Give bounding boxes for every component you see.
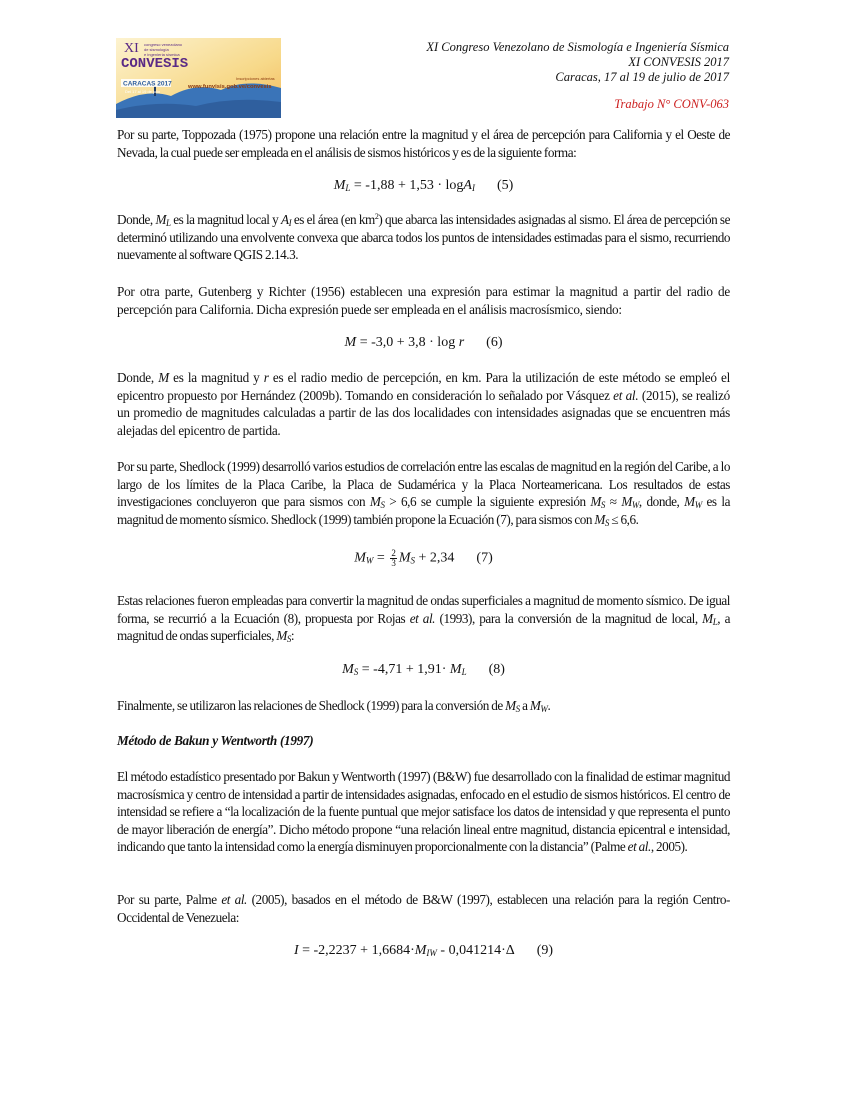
paragraph-bakun-wentworth: El método estadístico presentado por Bakun y Wentworth (1997) (B&W) fue desarrollado con la finalidad de estimar magnitud macrosísmica y centro de intensidad a partir de intensidades asignadas, enfocado en el estudio de sismos históricos. El centro de intensidad se refiere a “la localización de la fuente puntual que mejor satisface los datos de intensidad y que representa el punto de mayor liberación de energía”. Dicho método propone “una relación lineal entre magnitud, distancia epicentral e intensidad, indicando que tanto la intensidad como la energía disminuyen proporcionalmente con la distancia” (Palme et al., 2005).: [117, 769, 730, 855]
eq8-ms-sub: S: [353, 667, 359, 677]
logo-tagline-3: e ingeniería sísmica: [144, 52, 180, 57]
logo-name: CONVESIS: [121, 56, 189, 72]
paragraph-area-percepcion: Donde, $M_L$ es la magnitud local y $A_I$ es el área (en $km^2$) que abarca las intensidades asignadas al sismo. El área de percepción se determinó utilizando una envolvente convexa que abarca todos los puntos de intensidades estimadas para el sismo, recurriendo nuevamente al software QGIS 2.14.3.: [117, 212, 730, 263]
eq9-number: (9): [536, 943, 554, 958]
equation-8: [117, 661, 730, 679]
header-congress: XI Congreso Venezolano de Sismología e Ingeniería Sísmica: [426, 40, 729, 54]
eq9-rhs: = -2,2237 + 1,6684·: [298, 943, 415, 958]
eq5-a-sub: I: [471, 183, 475, 193]
equation-7: [117, 549, 730, 568]
eq7-number: (7): [476, 550, 493, 566]
eq6-rhs: = -3,0 + 3,8 · log: [356, 335, 459, 350]
eq7-fraction: [390, 549, 397, 568]
eq8-ms: M: [342, 662, 354, 677]
logo-tagline-1: congreso venezolano: [144, 42, 183, 47]
logo-badge: CARACAS 2017: [123, 80, 172, 88]
eq7-fraction-denominator: 3: [391, 558, 396, 568]
equation-5: [117, 177, 730, 195]
eq8-rhs: = -4,71 + 1,91·: [358, 662, 450, 677]
eq7-fraction-numerator: 2: [391, 548, 396, 558]
eq5-a: A: [463, 178, 472, 193]
paragraph-finalmente: Finalmente, se utilizaron las relaciones de Shedlock (1999) para la conversión de $M_S$ a $M_W$.: [117, 698, 551, 714]
eq5-rhs: = -1,88 + 1,53 · log: [350, 178, 464, 193]
congress-logo-graphic: [116, 38, 281, 118]
paragraph-rojas: Estas relaciones fueron empleadas para convertir la magnitud de ondas superficiales a magnitud de momento sísmico. De igual forma, se recurrió a la Ecuación (8), propuesta por Rojas et al. (1993), para la conversión de la magnitud de local, $M_L$, a magnitud de ondas superficiales, $M_S$:: [117, 593, 730, 645]
running-header: [426, 40, 729, 85]
equation-6: [117, 334, 730, 352]
logo-title: XI: [124, 41, 139, 56]
eq9-rhs2: - 0,041214·Δ: [436, 943, 515, 958]
logo-dates: Del 17 al 19 de julio: [125, 89, 161, 94]
eq9-m-sub: IW: [426, 948, 437, 958]
header-place-date: Caracas, 17 al 19 de julio de 2017: [555, 70, 729, 84]
eq6-number: (6): [486, 335, 503, 350]
paper-code: Trabajo N° CONV-063: [614, 97, 729, 111]
logo-inscripciones: Inscripciones abiertas: [236, 76, 275, 81]
eq7-mw-sub: W: [365, 555, 374, 566]
paragraph-radio-percepcion: Donde, M es la magnitud y r es el radio medio de percepción, en km. Para la utilización de este método se empleó el epicentro propuesto por Hernández (2009b). Tomando en consideración lo señalado por Vásquez et al. (2015), se realizó un promedio de magnitudes calculadas a partir de las dos localidades con intensidades asignadas que se encuentren más alejadas del epicentro de partida.: [117, 370, 731, 438]
eq8-ml-sub: L: [461, 667, 467, 677]
eq6-m: M: [344, 335, 357, 350]
eq7-ms: M: [398, 550, 411, 566]
paragraph-toppozada: Por su parte, Toppozada (1975) propone una relación entre la magnitud y el área de percepción para California y el Oeste de Nevada, la cual puede ser empleada en el análisis de sismos históricos y es de la siguiente forma:: [117, 127, 730, 160]
section-heading-bakun-wentworth: Método de Bakun y Wentworth (1997): [117, 733, 314, 748]
eq8-ml: M: [449, 662, 462, 677]
eq7-rhs: + 2,34: [415, 550, 455, 566]
paragraph-gutenberg-richter: Por otra parte, Gutenberg y Richter (1956) establecen una expresión para estimar la magnitud a partir del radio de percepción para California. Dicha expresión puede ser empleada en el análisis macrosísmico, siendo:: [117, 284, 730, 317]
eq5-ml: M: [333, 178, 346, 193]
eq9-m: M: [414, 943, 427, 958]
equation-9: [117, 942, 730, 960]
eq7-equals: =: [373, 550, 389, 566]
eq7-ms-sub: S: [410, 555, 415, 566]
paragraph-shedlock: Por su parte, Shedlock (1999) desarrolló varios estudios de correlación entre las escalas de magnitud en la región del Caribe, a lo largo de los límites de la Placa Caribe, la Placa de Sudamérica y la Placa Norteamericana. Los resultados de estas investigaciones concluyeron que para sismos con $M_S > 6,6$ se cumple la siguiente expresión $M_S \approx M_W$, donde, $M_W$ es la magnitud de momento sísmico. Shedlock (1999) también propone la Ecuación (7), para sismos con $M_S \le 6,6$.: [117, 459, 730, 528]
paragraph-palme: Por su parte, Palme et al. (2005), basados en el método de B&W (1997), establecen una relación para la región Centro-Occidental de Venezuela:: [117, 892, 730, 925]
eq6-r: r: [458, 335, 465, 350]
congress-logo: [116, 38, 281, 118]
eq5-number: (5): [496, 178, 514, 193]
logo-url: www.funvisis.gob.ve/convesis: [188, 84, 272, 90]
eq7-mw: M: [354, 550, 366, 566]
eq9-i: I: [293, 943, 299, 958]
eq8-number: (8): [488, 662, 505, 677]
header-edition: XI CONVESIS 2017: [628, 55, 729, 69]
logo-tagline-2: de sismología: [144, 47, 169, 52]
eq5-ml-sub: L: [345, 183, 351, 193]
